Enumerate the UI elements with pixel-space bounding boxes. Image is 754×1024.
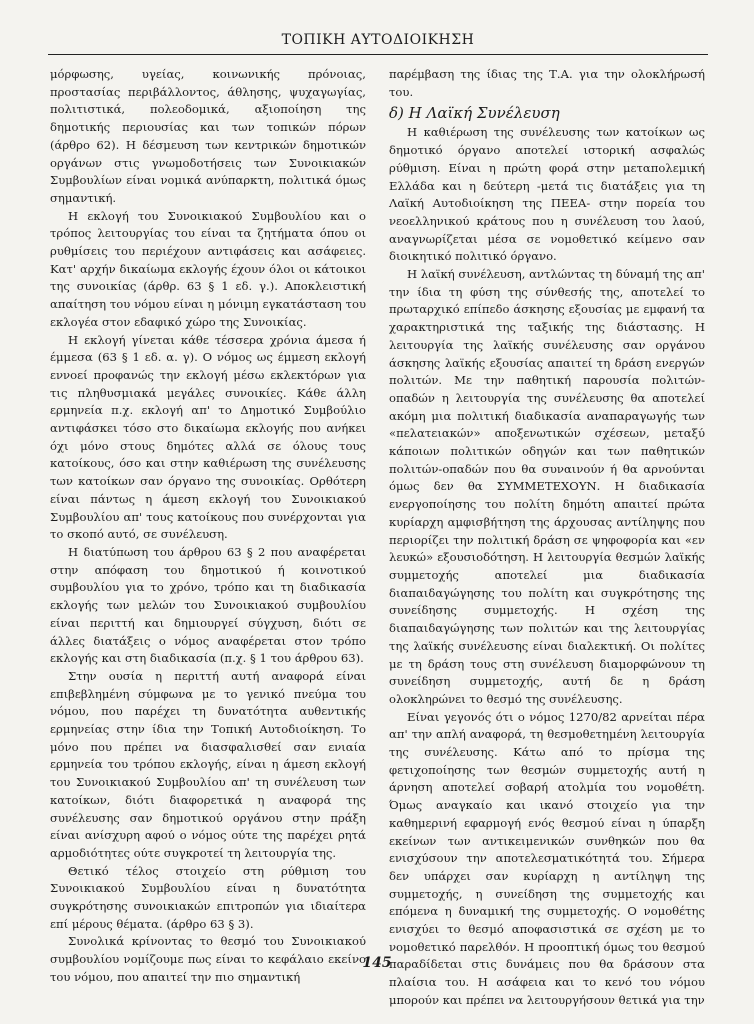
section-heading: δ) Η Λαϊκή Συνέλευση — [389, 104, 560, 123]
header-rule — [48, 54, 708, 55]
right-column — [389, 66, 705, 1010]
paragraph: Η διατύπωση του άρθρου 63 § 2 που αναφέρεται στην απόφαση του δημοτικού ή κοινοτικού συμβουλίου για το χρόνο, τρόπο και τη διαδικασία εκλογής των μελών του Συνοικιακού συμβουλίου είναι περιττή και δημιουργεί σύγχυση, διότι σε άλλες διατάξεις ο νόμος αναφέρεται στον τρόπο εκλογής και στη διαδικασία (π.χ. § 1 του άρθρου 63). — [50, 544, 366, 666]
paragraph: Στην ουσία η περιττή αυτή αναφορά είναι επιβεβλημένη σύμφωνα με το γενικό πνεύμα του νόμου, που παρέχει τη δυνατότητα αυθεντικής ερμηνείας στην ίδια την Τοπική Αυτοδιοίκηση. Το μόνο που πρέπει να διασφαλισθεί σαν ενιαία ερμηνεία του τρόπου εκλογής, είναι η άμεση εκλογή του Συνοικιακού Συμβουλίου απ' τη συνέλευση των κατοίκων, διότι διαφορετικά η αναφορά της συνέλευσης σαν δημοτικού οργάνου στην πράξη είναι ανίσχυρη αφού ο νόμος ούτε της παρέχει ρητά αρμοδιότητες ούτε συγκροτεί τη λειτουργία της. — [50, 668, 366, 860]
paragraph: Η καθιέρωση της συνέλευσης των κατοίκων ως δημοτικό όργανο αποτελεί ιστορική ασφαλώς ρύθμιση. Είναι η πρώτη φορά στην μεταπολεμική Ελλάδα και η δεύτερη -μετά τις διατάξεις για τη Λαϊκή Αυτοδιοίκηση της ΠΕΕΑ- στην πορεία του νεοελληνικού κράτους που η συνέλευση του λαού, αναγνωρίζεται μέσα σε νομοθετικό κείμενο σαν διοικητικό πολιτικό όργανο. — [389, 125, 705, 264]
paragraph: Η λαϊκή συνέλευση, αντλώντας τη δύναμή της απ' την ίδια τη φύση της σύνθεσής της, αποτελεί το πρωταρχικό επίπεδο άσκησης εξουσίας με εμφανή τα χαρακτηριστικά της ταξικής της διάστασης. Η λειτουργία της λαϊκής συνέλευσης σαν οργάνου άσκησης λαϊκής εξουσίας απαιτεί τη δράση ενεργών πολιτών. Με την παθητική παρουσία πολιτών-οπαδών η λειτουργία της συνέλευσης θα αποτελεί ακόμη μια πολιτική διαδικασία αναπαραγωγής των «πελατειακών» αποξενωτικών σχέσεων, μεταξύ κάποιων πολιτικών οδηγών και των παθητικών πολιτών-οπαδών που θα συναινούν ή θα αρνούνται όμως δεν θα ΣΥΜΜΕΤΕΧΟΥΝ. Η διαδικασία ενεργοποίησης του πολίτη δημότη απαιτεί πρώτα κυρίαρχη αμφισβήτηση της άρχουσας αντίληψης που περιορίζει την πολιτική δράση σε ψηφοφορία και «εν λευκώ» εξουσιοδότηση. Η λειτουργία θεσμών λαϊκής συμμετοχής αποτελεί μια διαδικασία διαπαιδαγώγησης του πολίτη και συγκρότησης της συνείδησης συμμετοχής. Η σχέση της διαπαιδαγώγησης των πολιτών και της λειτουργίας της λαϊκής συνέλευσης είναι διαλεκτική. Οι πολίτες με τη δράση τους στη συνέλευση διαμορφώνουν τη συνείδηση συμμετοχής, αυτή δε η δράση ολοκληρώνει το θεσμό της συνέλευσης. — [389, 267, 705, 706]
paragraph: Η εκλογή του Συνοικιακού Συμβουλίου και ο τρόπος λειτουργίας του είναι τα ζητήματα όπου οι ρυθμίσεις του περιέχουν αντιφάσεις και ασάφειες. Κατ' αρχήν δικαίωμα εκλογής έχουν όλοι οι κάτοικοι της συνοικίας (άρθρ. 63 § 1 εδ. γ.). Αποκλειστική απαίτηση του νόμου είναι η μόνιμη εγκατάσταση του εκλογέα στον εδαφικό χώρο της Συνοικίας. — [50, 208, 366, 329]
paragraph: Η εκλογή γίνεται κάθε τέσσερα χρόνια άμεσα ή έμμεσα (63 § 1 εδ. α. γ). Ο νόμος ως έμμεση εκλογή εννοεί προφανώς την εκλογή μέσω εκλεκτόρων για τις πληθυσμιακά μεγάλες συνοικίες. Κάθε άλλη ερμηνεία π.χ. εκλογή απ' το Δημοτικό Συμβούλιο αντιφάσκει τόσο στο δικαίωμα εκλογής που ανήκει όχι μόνο στους δημότες αλλά σε όλους τους κατοίκους, όσο και στην καθιέρωση της συνέλευσης των κατοίκων σαν όργανο της συνοικίας. Ορθότερη είναι πάντως η άμεση εκλογή του Συνοικιακού Συμβουλίου απ' τους κατοίκους που συνέρχονται για το σκοπό αυτό, σε συνέλευση. — [50, 332, 366, 542]
continuation-paragraph: παρέμβαση της ίδιας της Τ.Α. για την ολοκλήρωσή του. — [389, 67, 705, 99]
paragraph: μόρφωσης, υγείας, κοινωνικής πρόνοιας, προστασίας περιβάλλοντος, άθλησης, ψυχαγωγίας, πολιτιστικά, πολεοδομικά, αξιοποίηση της δημοτικής περιουσίας και των τοπικών πόρων (άρθρο 62). Η δέσμευση των κεντρικών δημοτικών οργάνων στις γνωμοδοτήσεις των Συνοικιακών Συμβουλίων είναι νομικά ανύπαρκτη, πολιτικά όμως σημαντική. — [50, 67, 366, 205]
paragraph: Συνολικά κρίνοντας το θεσμό του Συνοικιακού συμβουλίου νομίζουμε πως είναι το κεφάλαιο εκείνο του νόμου, που απαιτεί την πιο σημαντική — [50, 934, 366, 984]
left-column — [50, 66, 366, 987]
paragraph: Είναι γεγονός ότι ο νόμος 1270/82 αρνείται πέρα απ' την απλή αναφορά, τη θεσμοθετημένη λειτουργία της συνέλευσης. Κάτω από το πρίσμα της φετιχοποίησης των θεσμών συμμετοχής αυτή η άρνηση αποτελεί σοβαρή ατολμία του νομοθέτη. Όμως αναγκαίο και ικανό στοιχείο για την καθημερινή εφαρμογή ενός θεσμού είναι η ύπαρξη εκείνων των αντικειμενικών συνθηκών που θα ενισχύσουν την αποτελεσματικότητά του. Σήμερα δεν υπάρχει σαν κυρίαρχη η αντίληψη της συμμετοχής, η συνείδηση της συμμετοχής και επόμενα η δυναμική της συμμετοχής. Ο νομοθέτης ενισχύει το θεσμό αποφασιστικά σε σχέση με το νομοθετικό παρελθόν. Η προοπτική όμως του θεσμού παραδίδεται στις δυνάμεις που θα δράσουν στα πλαίσια του. Η ασάφεια και το κενό του νόμου μπορούν και πρέπει να λειτουργήσουν θετικά για την — [389, 709, 705, 1007]
running-header: ΤΟΠΙΚΗ ΑΥΤΟΔΙΟΙΚΗΣΗ — [281, 32, 475, 48]
paragraph: Θετικό τέλος στοιχείο στη ρύθμιση του Συνοικιακού Συμβουλίου είναι η δυνατότητα συγκρότησης συνοικιακών επιτροπών για ιδιαίτερα επί μέρους θέματα. (άρθρο 63 § 3). — [50, 863, 366, 931]
page-number: 145 — [362, 955, 392, 971]
